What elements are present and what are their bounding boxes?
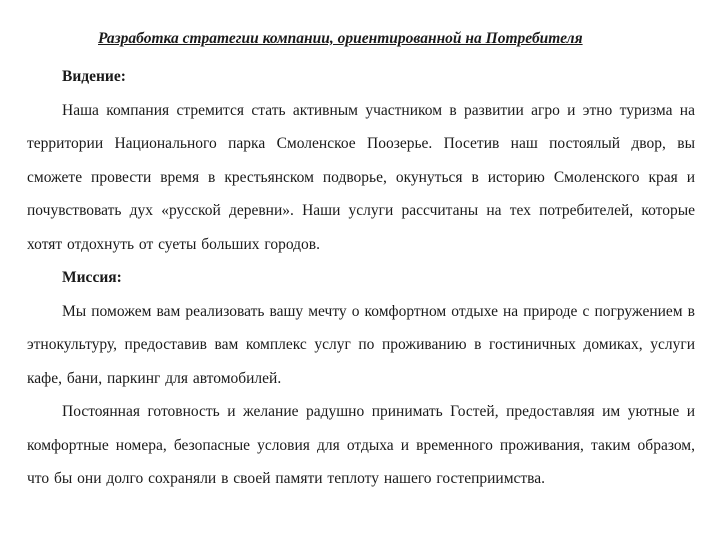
document-body — [27, 60, 695, 496]
vision-heading: Видение: — [62, 68, 126, 85]
document-title: Разработка стратегии компании, ориентированной на Потребителя — [98, 30, 583, 47]
mission-paragraph: Мы поможем вам реализовать вашу мечту о комфортном отдыхе на природе с погружением в этнокультуру, предоставив вам комплекс услуг по проживанию в гостиничных домиках, услуги кафе, бани, паркинг для автомобилей. — [27, 302, 695, 387]
vision-paragraph: Наша компания стремится стать активным участником в развитии агро и этно туризма на территории Национального парка Смоленское Поозерье. Посетив наш постоялый двор, вы сможете провести время в крестьянском подворье, окунуться в историю Смоленского края и почувствовать дух «русской деревни». Наши услуги рассчитаны на тех потребителей, которые хотят отдохнуть от суеты больших городов. — [27, 101, 695, 253]
closing-paragraph: Постоянная готовность и желание радушно принимать Гостей, предоставляя им уютные и комфортные номера, безопасные условия для отдыха и временного проживания, таким образом, что бы они долго сохраняли в своей памяти теплоту нашего гостеприимства. — [27, 403, 695, 487]
mission-heading: Миссия: — [62, 269, 122, 286]
